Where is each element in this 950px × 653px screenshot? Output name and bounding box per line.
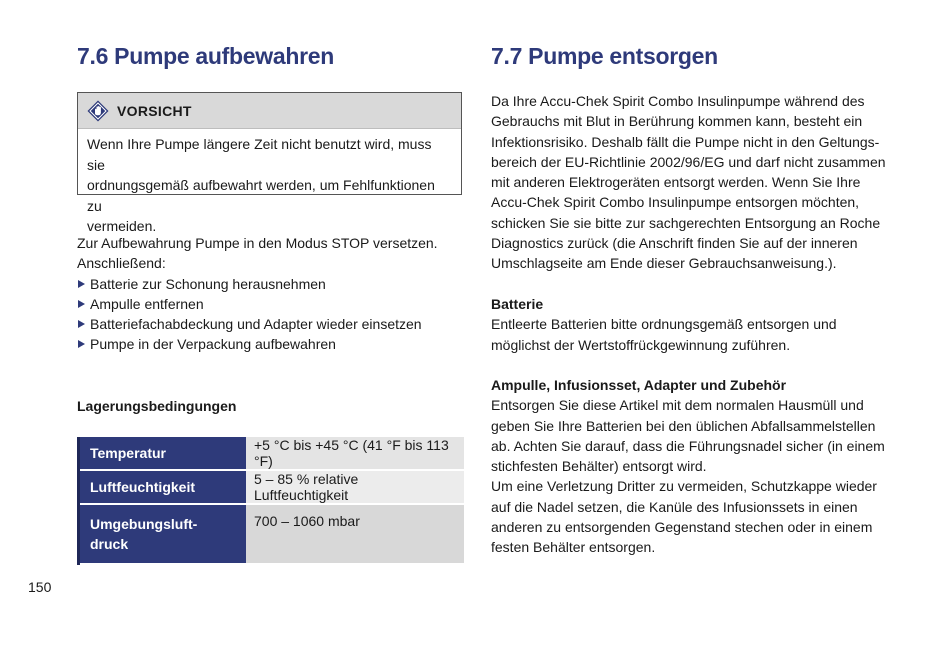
storage-conditions-title: Lagerungsbedingungen [77,398,237,414]
intro-line: Anschließend: [77,255,166,272]
section-heading-disposal: 7.7 Pumpe entsorgen [491,43,718,69]
bullet-arrow-icon [78,340,85,348]
row-value: +5 °C bis +45 °C (41 °F bis 113 °F) [246,437,464,470]
text-line: ab. Achten Sie darauf, dass die Führungsnadel sicher (in einem [491,437,885,454]
text-line: Entsorgen Sie diese Artikel mit dem normalen Hausmüll und [491,397,864,414]
warning-box [77,92,462,234]
warning-line: vermeiden. [87,218,157,234]
text-line: mit anderen Elektrogeräten entsorgt werden. Wenn Sie Ihre [491,174,861,191]
row-label: Temperatur [79,437,247,470]
list-item-text: Batterie zur Schonung herausnehmen [90,275,326,292]
accessories-section [491,375,886,558]
page-number: 150 [28,579,52,595]
table-row [79,504,465,564]
storage-conditions-table [77,437,464,565]
row-label-line: Umgebungsluft- [90,516,198,532]
table-row [79,470,465,504]
warning-line: ordnungsgemäß aufbewahrt werden, um Fehlfunktionen zu [87,177,435,214]
row-label-line: druck [90,536,129,552]
text-line: Gebrauchs mit Blut in Berührung kommen kann, besteht ein [491,113,863,130]
text-line: auf die Nadel setzen, die Kanüle des Infusionssets in einen [491,498,858,515]
text-line: anderen zu entsorgenden Gegenstand stechen oder in einem [491,519,873,536]
row-label: Luftfeuchtigkeit [79,470,247,504]
text-line: Um eine Verletzung Dritter zu vermeiden, Schutzkappe wieder [491,478,877,495]
text-line: schicken Sie sie bitte zur sachgerechten Entsorgung an Roche [491,214,881,231]
text-line: Infektionsrisiko. Deshalb fällt die Pumpe nicht in den Geltungs- [491,133,880,150]
section-heading-storage: 7.6 Pumpe aufbewahren [77,43,334,69]
list-item-text: Pumpe in der Verpackung aufbewahren [90,336,336,353]
row-value: 700 – 1060 mbar [246,504,464,564]
row-label [79,504,247,564]
bullet-arrow-icon [78,280,85,288]
text-line: Da Ihre Accu-Chek Spirit Combo Insulinpumpe während des [491,93,865,109]
text-line: geben Sie Ihre Batterien bei den üblichen Abfallsammelstellen [491,417,876,434]
bullet-arrow-icon [78,300,85,308]
text-line: Umschlagseite am Ende dieser Gebrauchsanweisung.). [491,255,837,272]
warning-header [78,93,461,129]
warning-text [78,129,461,242]
text-line: bereich der EU-Richtlinie 2002/96/EG und darf nicht zusammen [491,153,886,170]
text-line: Diagnostics zurück (die Anschrift finden Sie auf der inneren [491,235,858,252]
text-line: festen Behälter entsorgen. [491,539,656,556]
warning-title: VORSICHT [117,102,192,119]
list-item [77,314,464,334]
storage-intro [77,233,464,355]
disposal-paragraph [491,91,886,274]
text-line: stichfesten Behälter) entsorgt wird. [491,458,707,475]
accessories-title: Ampulle, Infusionsset, Adapter und Zubehör [491,377,787,393]
table-row [79,437,465,470]
list-item-text: Batteriefachabdeckung und Adapter wieder einsetzen [90,316,422,333]
list-item-text: Ampulle entfernen [90,295,204,312]
list-item [77,334,464,354]
battery-title: Batterie [491,296,544,312]
storage-steps-list [77,274,464,355]
battery-section [491,294,886,355]
row-value: 5 – 85 % relative Luftfeuchtigkeit [246,470,464,504]
warning-line: Wenn Ihre Pumpe längere Zeit nicht benutzt wird, muss sie [87,136,432,173]
bullet-arrow-icon [78,320,85,328]
text-line: Entleerte Batterien bitte ordnungsgemäß entsorgen und [491,316,837,333]
list-item [77,294,464,314]
text-line: möglichst der Wertstoffrückgewinnung zuführen. [491,336,791,353]
warning-hand-icon [87,100,109,122]
text-line: Accu-Chek Spirit Combo Insulinpumpe entsorgen möchten, [491,194,860,211]
intro-line: Zur Aufbewahrung Pumpe in den Modus STOP versetzen. [77,235,438,251]
list-item [77,274,464,294]
